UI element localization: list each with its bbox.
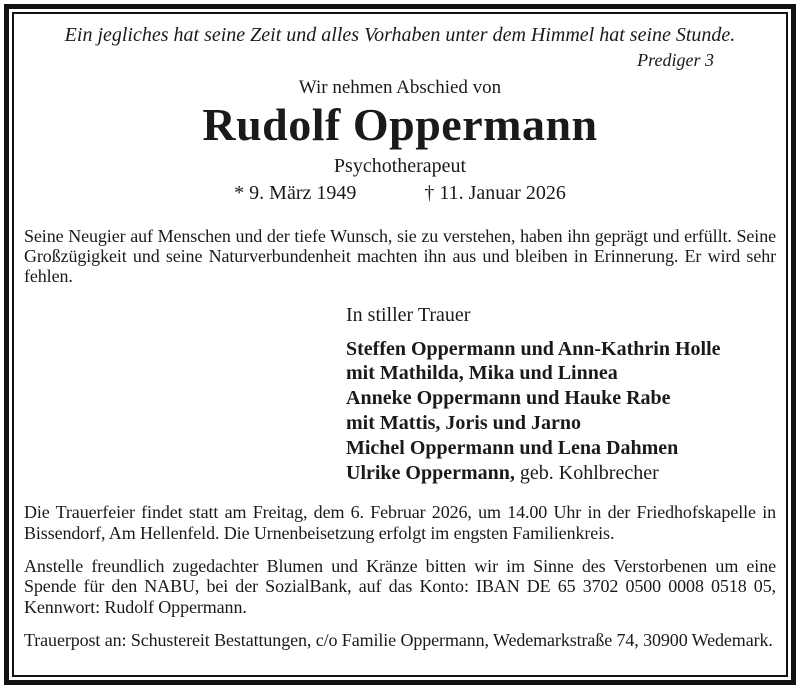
mourning-block xyxy=(24,304,776,486)
mourner-names: Steffen Oppermann und Ann-Kathrin Holle xyxy=(346,337,721,360)
mourner-line xyxy=(346,461,776,486)
mourner-names: Ulrike Oppermann, xyxy=(346,461,515,484)
mourner-names: Anneke Oppermann und Hauke Rabe xyxy=(346,387,671,410)
mourner-names: mit Mathilda, Mika und Linnea xyxy=(346,362,618,385)
mourner-names: Michel Oppermann und Lena Dahmen xyxy=(346,436,679,459)
farewell-intro: Wir nehmen Abschied von xyxy=(298,77,502,98)
life-dates xyxy=(24,182,776,205)
funeral-info-paragraph: Die Trauerfeier findet statt am Freitag, dem 6. Februar 2026, um 14.00 Uhr in der Friedhofskapelle in Bissendorf, Am Hellenfeld. Die Urnenbeisetzung erfolgt im engsten Familienkreis. xyxy=(24,502,776,543)
mourner-suffix: geb. Kohlbrecher xyxy=(514,461,659,484)
death-date: † 11. Januar 2026 xyxy=(424,181,566,204)
birth-date: * 9. März 1949 xyxy=(234,181,357,204)
mourner-names: mit Mattis, Joris und Jarno xyxy=(346,412,581,435)
postal-info-paragraph: Trauerpost an: Schustereit Bestattungen, c/o Familie Oppermann, Wedemarkstraße 74, 30900 Wedemark. xyxy=(24,630,773,651)
outer-border-frame xyxy=(4,4,796,685)
mourner-line xyxy=(346,361,776,386)
deceased-name: Rudolf Oppermann xyxy=(202,99,598,150)
deceased-profession: Psychotherapeut xyxy=(333,154,467,177)
scripture-quote: Ein jegliches hat seine Zeit und alles Vorhaben unter dem Himmel hat seine Stunde. xyxy=(64,24,736,46)
scripture-source: Prediger 3 xyxy=(637,50,714,70)
eulogy-paragraph: Seine Neugier auf Menschen und der tiefe Wunsch, sie zu verstehen, haben ihn geprägt und erfüllt. Seine Großzügigkeit und seine Naturverbundenheit machten ihn aus und bleiben in Erinnerung. Er wird sehr fehlen. xyxy=(24,225,776,287)
mourner-line xyxy=(346,411,776,436)
mourner-line xyxy=(346,386,776,411)
mourning-intro: In stiller Trauer xyxy=(346,303,471,326)
mourner-line xyxy=(346,337,776,362)
mourner-line xyxy=(346,436,776,461)
inner-border-frame xyxy=(12,12,788,677)
donation-info-paragraph: Anstelle freundlich zugedachter Blumen und Kränze bitten wir im Sinne des Verstorbenen um eine Spende für den NABU, bei der SozialBank, auf das Konto: IBAN DE 65 3702 0500 0008 0518 05, Kennwort: Rudolf Oppermann. xyxy=(24,556,776,617)
